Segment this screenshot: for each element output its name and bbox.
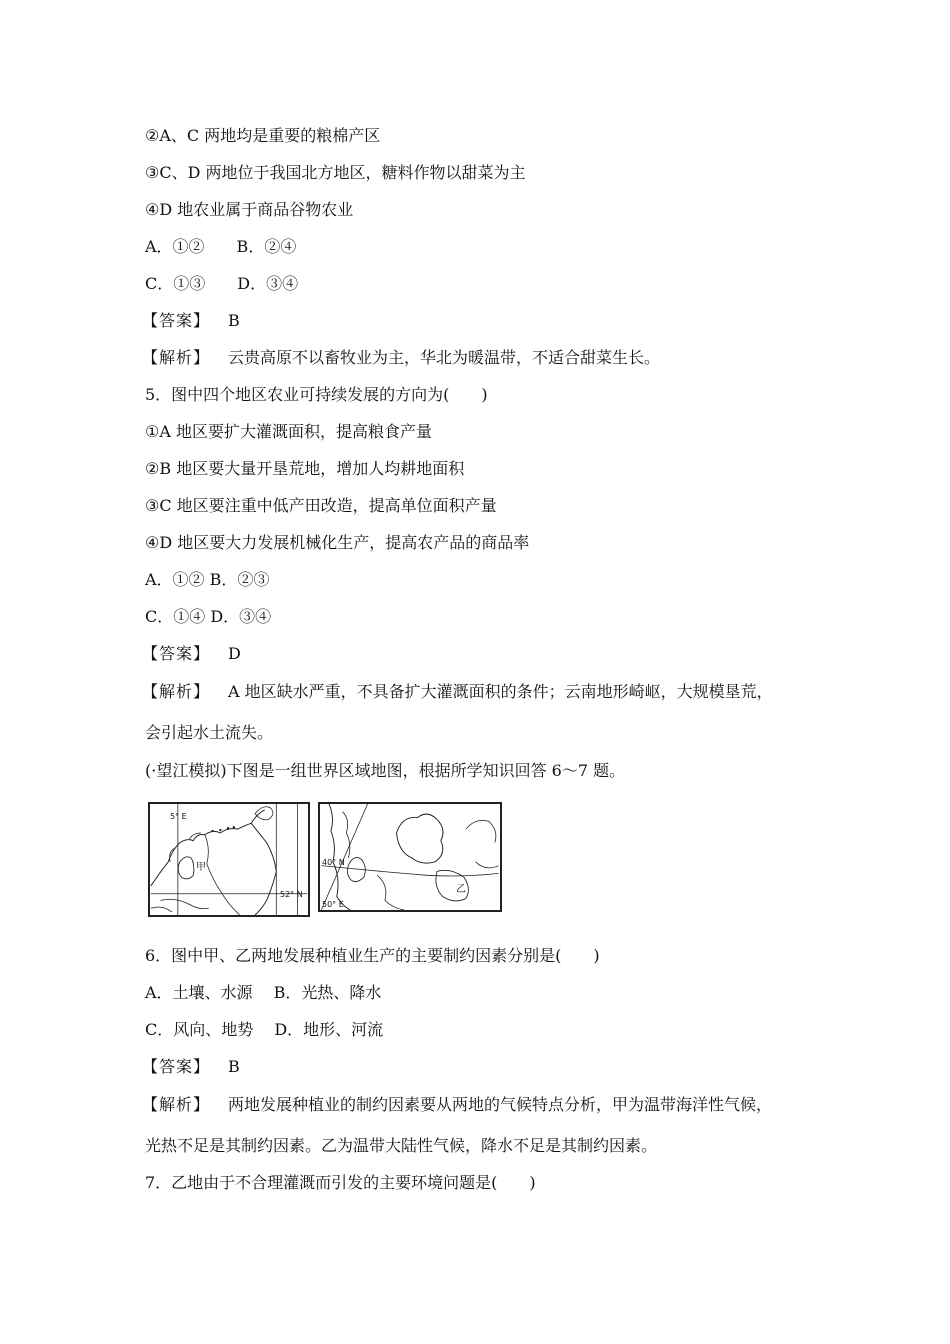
q5-answer	[142, 643, 241, 665]
map-1	[148, 802, 310, 917]
maps-intro: (·望江模拟)下图是一组世界区域地图，根据所学知识回答 6～7 题。	[145, 761, 626, 780]
map-2	[318, 802, 502, 912]
analysis-label: 【解析】	[142, 348, 211, 367]
answer-value: B	[228, 311, 240, 330]
q5-analysis-line-1	[142, 681, 773, 703]
q7-stem: 7．乙地由于不合理灌溉而引发的主要环境问题是( )	[145, 1173, 536, 1192]
map-2-latitude-label: 40° N	[322, 858, 345, 867]
answer-value: B	[228, 1057, 240, 1076]
q4-answer	[142, 310, 240, 332]
q5-option-2: ②B 地区要大量开垦荒地，增加人均耕地面积	[145, 459, 465, 478]
analysis-text: 云贵高原不以畜牧业为主，华北为暖温带，不适合甜菜生长。	[228, 348, 661, 367]
answer-value: D	[228, 644, 241, 663]
answer-label: 【答案】	[142, 311, 211, 330]
q5-stem: 5．图中四个地区农业可持续发展的方向为( )	[145, 385, 488, 404]
q5-option-1: ①A 地区要扩大灌溉面积，提高粮食产量	[145, 422, 432, 441]
q6-choice-a-b: A．土壤、水源 B．光热、降水	[145, 983, 382, 1002]
map-1-region-label: 甲	[196, 862, 206, 873]
analysis-text: A 地区缺水严重，不具备扩大灌溉面积的条件；云南地形崎岖，大规模垦荒，	[228, 682, 773, 701]
answer-label: 【答案】	[142, 644, 211, 663]
map-1-latitude-label: 52° N	[280, 890, 303, 899]
q4-choice-c-d: C．①③ D．③④	[145, 274, 299, 293]
q4-choice-a-b: A．①② B．②④	[145, 237, 297, 256]
map-2-region-label: 乙	[456, 884, 466, 895]
q6-analysis-line-1	[142, 1094, 772, 1116]
q6-stem: 6．图中甲、乙两地发展种植业生产的主要制约因素分别是( )	[145, 946, 600, 965]
q5-choice-a-b: A．①② B．②③	[145, 570, 270, 589]
q6-analysis-line-2: 光热不足是其制约因素。乙为温带大陆性气候，降水不足是其制约因素。	[145, 1136, 658, 1155]
map-2-drawing	[320, 804, 500, 910]
map-1-longitude-label: 5° E	[170, 812, 187, 821]
q4-option-4: ④D 地农业属于商品谷物农业	[145, 200, 354, 219]
q5-option-4: ④D 地区要大力发展机械化生产，提高农产品的商品率	[145, 533, 530, 552]
q5-choice-c-d: C．①④ D．③④	[145, 607, 272, 626]
q4-option-3: ③C、D 两地位于我国北方地区，糖料作物以甜菜为主	[145, 163, 526, 182]
q4-option-2: ②A、C 两地均是重要的粮棉产区	[145, 126, 381, 145]
analysis-label: 【解析】	[142, 1095, 211, 1114]
q5-option-3: ③C 地区要注重中低产田改造，提高单位面积产量	[145, 496, 497, 515]
map-2-longitude-label: 50° E	[322, 900, 344, 909]
analysis-text: 两地发展种植业的制约因素要从两地的气候特点分析，甲为温带海洋性气候，	[228, 1095, 773, 1114]
q6-choice-c-d: C．风向、地势 D．地形、河流	[145, 1020, 384, 1039]
q6-answer	[142, 1056, 240, 1078]
answer-label: 【答案】	[142, 1057, 211, 1076]
analysis-label: 【解析】	[142, 682, 211, 701]
q5-analysis-line-2: 会引起水土流失。	[145, 723, 274, 742]
q4-analysis	[142, 347, 660, 369]
